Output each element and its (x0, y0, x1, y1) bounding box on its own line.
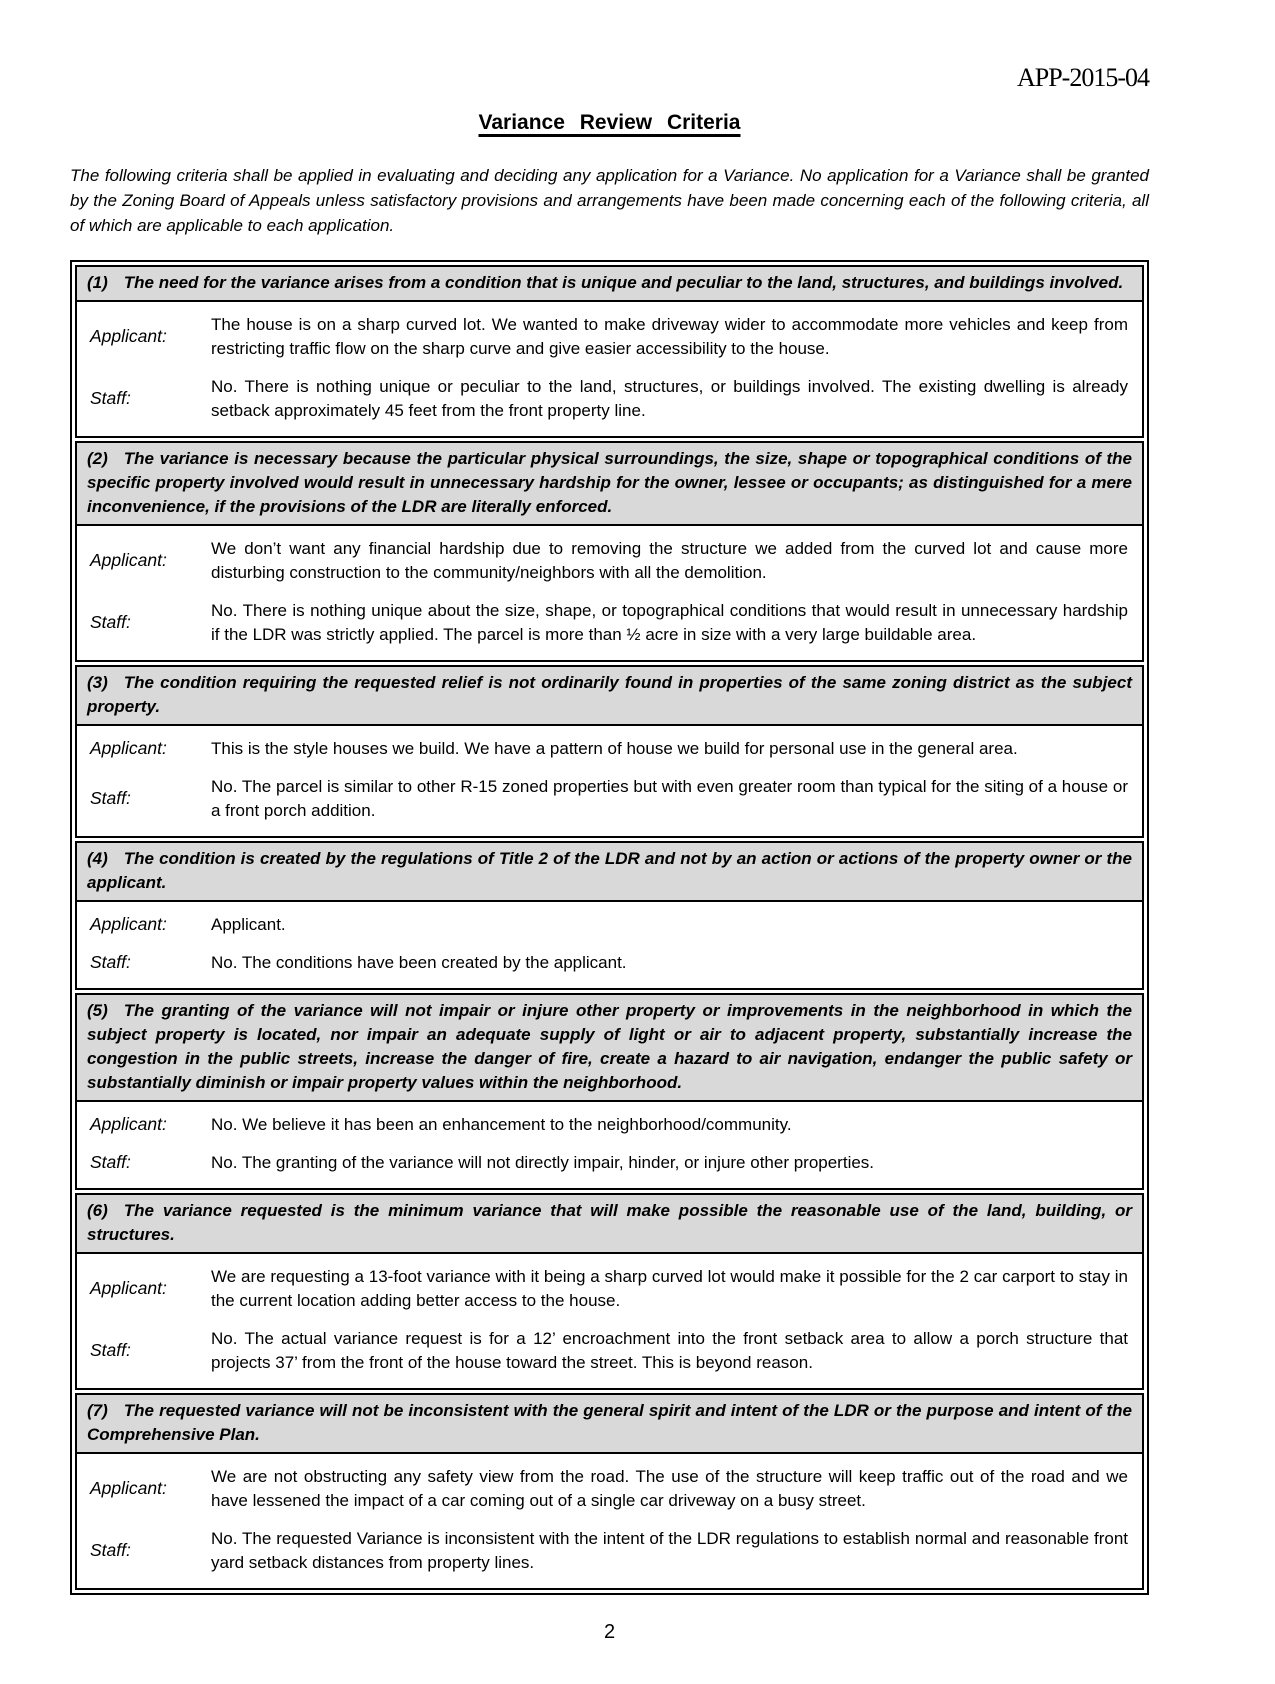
criterion-section-6 (75, 1193, 1144, 1390)
page-number: 2 (603, 1620, 616, 1643)
applicant-row (77, 1258, 1142, 1320)
applicant-label: Applicant: (90, 738, 167, 759)
applicant-response: We don’t want any financial hardship due to removing the structure we added from the curved lot and cause more disturbing construction to the community/neighbors with all the demolition. (211, 538, 1128, 582)
staff-row (77, 1144, 1142, 1182)
staff-response: No. The requested Variance is inconsistent with the intent of the LDR regulations to establish normal and reasonable front yard setback distances from property lines. (211, 1528, 1128, 1572)
applicant-label: Applicant: (90, 326, 167, 347)
applicant-label: Applicant: (90, 914, 167, 935)
criterion-6-number: (6) (87, 1200, 108, 1220)
criterion-section-1 (75, 265, 1144, 438)
criterion-section-2 (75, 441, 1144, 662)
criterion-section-3 (75, 665, 1144, 838)
staff-response: No. There is nothing unique about the size, shape, or topographical conditions that would result in unnecessary hardship if the LDR was strictly applied. The parcel is more than ½ acre in size with a very large buildable area. (211, 600, 1128, 644)
staff-response: No. The parcel is similar to other R-15 zoned properties but with even greater room than typical for the siting of a house or a front porch addition. (211, 776, 1128, 820)
criterion-section-4 (75, 841, 1144, 990)
applicant-response: We are not obstructing any safety view from the road. The use of the structure will keep traffic out of the road and we have lessened the impact of a car coming out of a single car driveway on a busy street. (211, 1466, 1128, 1510)
applicant-label: Applicant: (90, 550, 167, 571)
applicant-label: Applicant: (90, 1114, 167, 1135)
staff-response: No. The actual variance request is for a 12’ encroachment into the front setback area to allow a porch structure that projects 37’ from the front of the house toward the street. This is beyond reason. (211, 1328, 1128, 1372)
criterion-1-number: (1) (87, 272, 108, 292)
staff-row (77, 592, 1142, 654)
criterion-section-7 (75, 1393, 1144, 1590)
staff-label: Staff: (90, 388, 131, 409)
staff-row (77, 1320, 1142, 1382)
applicant-response: No. We believe it has been an enhancement to the neighborhood/community. (211, 1114, 792, 1134)
criterion-2-number: (2) (87, 448, 108, 468)
criterion-6-body (77, 1254, 1142, 1388)
criterion-7-text: The requested variance will not be inconsistent with the general spirit and intent of the LDR or the purpose and intent of the Comprehensive Plan. (87, 1400, 1132, 1444)
applicant-response: The house is on a sharp curved lot. We wanted to make driveway wider to accommodate more vehicles and keep from restricting traffic flow on the sharp curve and give easier accessibility to the house. (211, 314, 1128, 358)
document-number: APP-2015-04 (1016, 63, 1149, 92)
staff-response: No. The granting of the variance will not directly impair, hinder, or injure other properties. (211, 1152, 875, 1172)
staff-row (77, 368, 1142, 430)
applicant-response: Applicant. (211, 914, 286, 934)
applicant-label: Applicant: (90, 1278, 167, 1299)
criteria-table (70, 260, 1149, 1595)
criterion-5-number: (5) (87, 1000, 108, 1020)
criterion-2-header (77, 443, 1142, 526)
criterion-4-text: The condition is created by the regulations of Title 2 of the LDR and not by an action or actions of the property owner or the applicant. (87, 848, 1132, 892)
staff-response: No. The conditions have been created by the applicant. (211, 952, 627, 972)
staff-row (77, 944, 1142, 982)
criterion-6-header (77, 1195, 1142, 1254)
criterion-7-header (77, 1395, 1142, 1454)
staff-label: Staff: (90, 1340, 131, 1361)
criterion-3-text: The condition requiring the requested relief is not ordinarily found in properties of the same zoning district as the subject property. (87, 672, 1132, 716)
criterion-4-header (77, 843, 1142, 902)
applicant-response: This is the style houses we build. We have a pattern of house we build for personal use in the general area. (211, 738, 1018, 758)
applicant-label: Applicant: (90, 1478, 167, 1499)
staff-label: Staff: (90, 1540, 131, 1561)
criterion-2-text: The variance is necessary because the particular physical surroundings, the size, shape or topographical conditions of the specific property involved would result in unnecessary hardship for the owner, lessee or occupants; as distinguished for a mere inconvenience, if the provisions of the LDR are literally enforced. (87, 448, 1132, 516)
staff-response: No. There is nothing unique or peculiar to the land, structures, or buildings involved. The existing dwelling is already setback approximately 45 feet from the front property line. (211, 376, 1128, 420)
applicant-row (77, 1458, 1142, 1520)
intro-paragraph: The following criteria shall be applied in evaluating and deciding any application for a Variance. No application for a Variance shall be granted by the Zoning Board of Appeals unless satisfactory provisions and arrangements have been made concerning each of the following criteria, all of which are applicable to each application. (70, 165, 1149, 235)
staff-row (77, 768, 1142, 830)
criterion-3-header (77, 667, 1142, 726)
criterion-1-header (77, 267, 1142, 302)
staff-label: Staff: (90, 788, 131, 809)
staff-label: Staff: (90, 612, 131, 633)
criterion-1-body (77, 302, 1142, 436)
applicant-row (77, 530, 1142, 592)
staff-row (77, 1520, 1142, 1582)
criterion-1-text: The need for the variance arises from a condition that is unique and peculiar to the land, structures, and buildings involved. (123, 272, 1124, 292)
criterion-3-body (77, 726, 1142, 836)
criterion-6-text: The variance requested is the minimum variance that will make possible the reasonable use of the land, building, or structures. (87, 1200, 1132, 1244)
applicant-row (77, 306, 1142, 368)
staff-label: Staff: (90, 1152, 131, 1173)
criterion-7-body (77, 1454, 1142, 1588)
criterion-5-text: The granting of the variance will not impair or injure other property or improvements in the neighborhood in which the subject property is located, nor impair an adequate supply of light or air to adjacent property, substantially increase the congestion in the public streets, increase the danger of fire, create a hazard to air navigation, endanger the public safety or substantially diminish or impair property values within the neighborhood. (87, 1000, 1132, 1092)
criterion-4-number: (4) (87, 848, 108, 868)
applicant-response: We are requesting a 13-foot variance with it being a sharp curved lot would make it possible for the 2 car carport to stay in the current location adding better access to the house. (211, 1266, 1128, 1310)
applicant-row (77, 906, 1142, 944)
criterion-4-body (77, 902, 1142, 988)
page-title-text: Variance Review Criteria (478, 110, 741, 134)
applicant-row (77, 730, 1142, 768)
criterion-3-number: (3) (87, 672, 108, 692)
applicant-row (77, 1106, 1142, 1144)
staff-label: Staff: (90, 952, 131, 973)
criterion-5-header (77, 995, 1142, 1102)
page-title (70, 111, 1149, 135)
criterion-section-5 (75, 993, 1144, 1190)
criterion-2-body (77, 526, 1142, 660)
criterion-7-number: (7) (87, 1400, 108, 1420)
criterion-5-body (77, 1102, 1142, 1188)
